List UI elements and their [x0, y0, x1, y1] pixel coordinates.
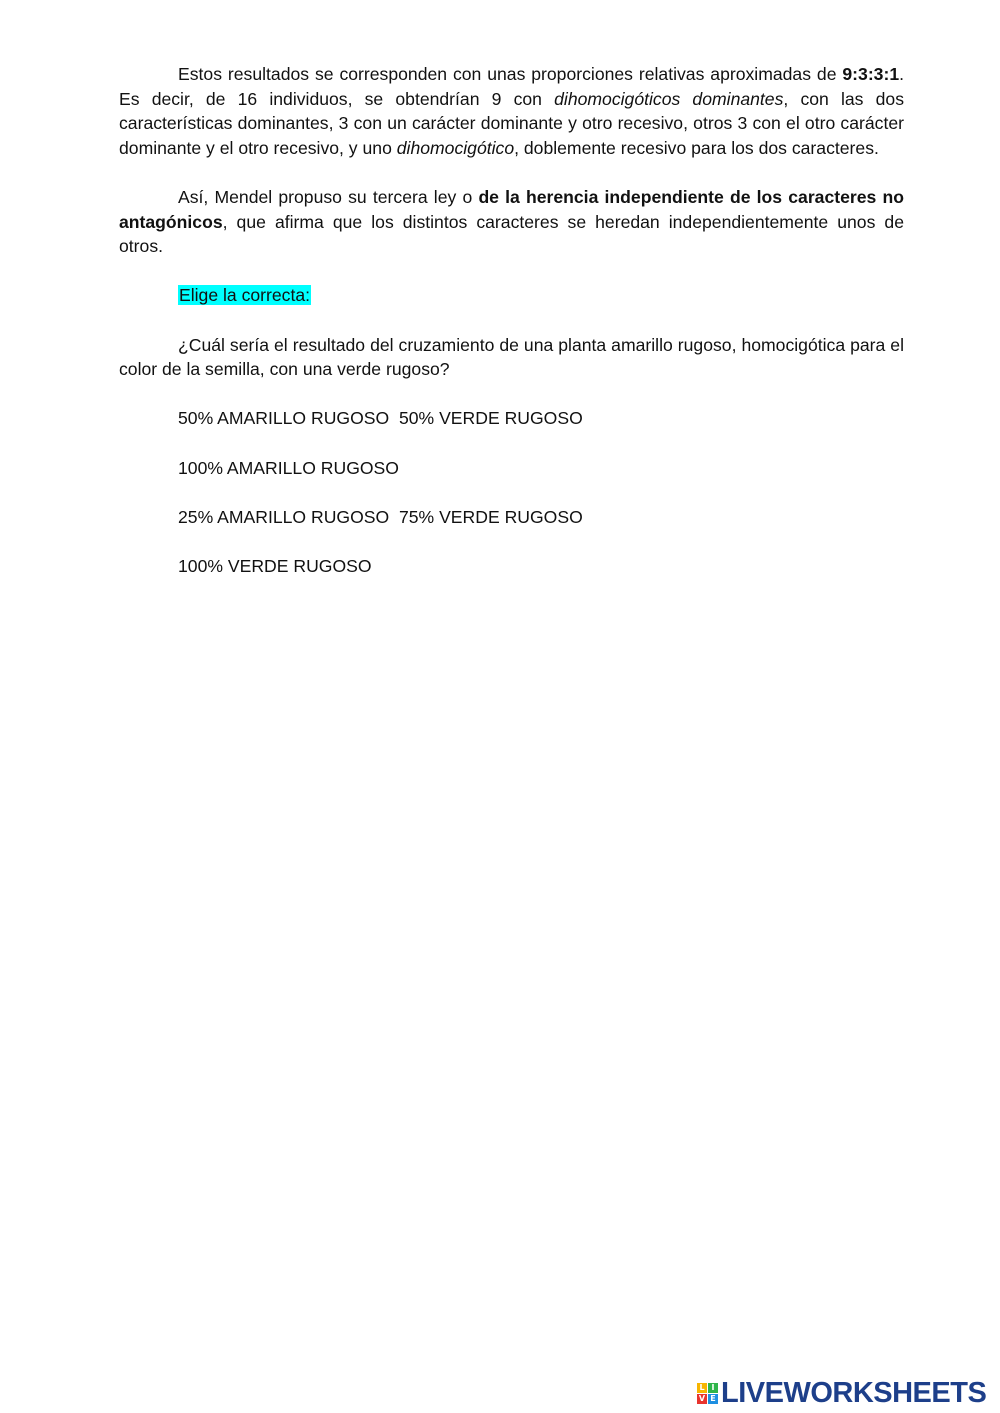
answer-option-1[interactable]: 50% AMARILLO RUGOSO 50% VERDE RUGOSO	[178, 408, 583, 429]
text-run: , que afirma que los distintos caracteres se heredan independientemente unos de otros.	[119, 211, 904, 257]
text-run: , doblemente recesivo para los dos caracteres.	[514, 137, 879, 158]
answer-option-4[interactable]: 100% VERDE RUGOSO	[178, 555, 372, 576]
paragraph-mendel-law	[119, 185, 904, 259]
logo-mark-icon	[697, 1383, 718, 1404]
instruction-highlight: Elige la correcta:	[179, 285, 311, 306]
logo-text: LIVEWORKSHEETS	[721, 1377, 987, 1409]
law-name-bold: de la herencia independiente de los caracteres no antagónicos	[119, 186, 904, 232]
ratio-bold: 9:3:3:1	[842, 64, 900, 84]
logo-mark-e: E	[708, 1394, 718, 1404]
instruction-line	[119, 283, 904, 308]
text-run: , con las dos características dominantes, 3 con un carácter dominante y otro recesivo, otros 3 con el otro carácter dominante y el otro recesivo, y uno	[119, 88, 904, 158]
liveworksheets-logo	[697, 1378, 986, 1408]
worksheet-page	[119, 62, 904, 603]
logo-mark-l: L	[697, 1383, 707, 1393]
answer-option-2[interactable]: 100% AMARILLO RUGOSO	[178, 457, 399, 478]
term-italic: dihomocigótico	[396, 137, 515, 158]
answer-options	[119, 406, 904, 578]
term-italic: dihomocigóticos dominantes	[554, 88, 784, 109]
text-run: Así, Mendel propuso su tercera ley o	[178, 186, 479, 207]
text-run: . Es decir, de 16 individuos, se obtendrían 9 con	[119, 64, 904, 109]
paragraph-ratio-explanation	[119, 62, 904, 160]
logo-mark-i: I	[708, 1383, 718, 1393]
answer-option-3[interactable]: 25% AMARILLO RUGOSO 75% VERDE RUGOSO	[178, 506, 583, 527]
text-run: Estos resultados se corresponden con unas proporciones relativas aproximadas de	[178, 64, 843, 84]
logo-mark-v: V	[698, 1393, 706, 1403]
question-text: ¿Cuál sería el resultado del cruzamiento de una planta amarillo rugoso, homocigótica para el color de la semilla, con una verde rugoso?	[119, 334, 904, 380]
